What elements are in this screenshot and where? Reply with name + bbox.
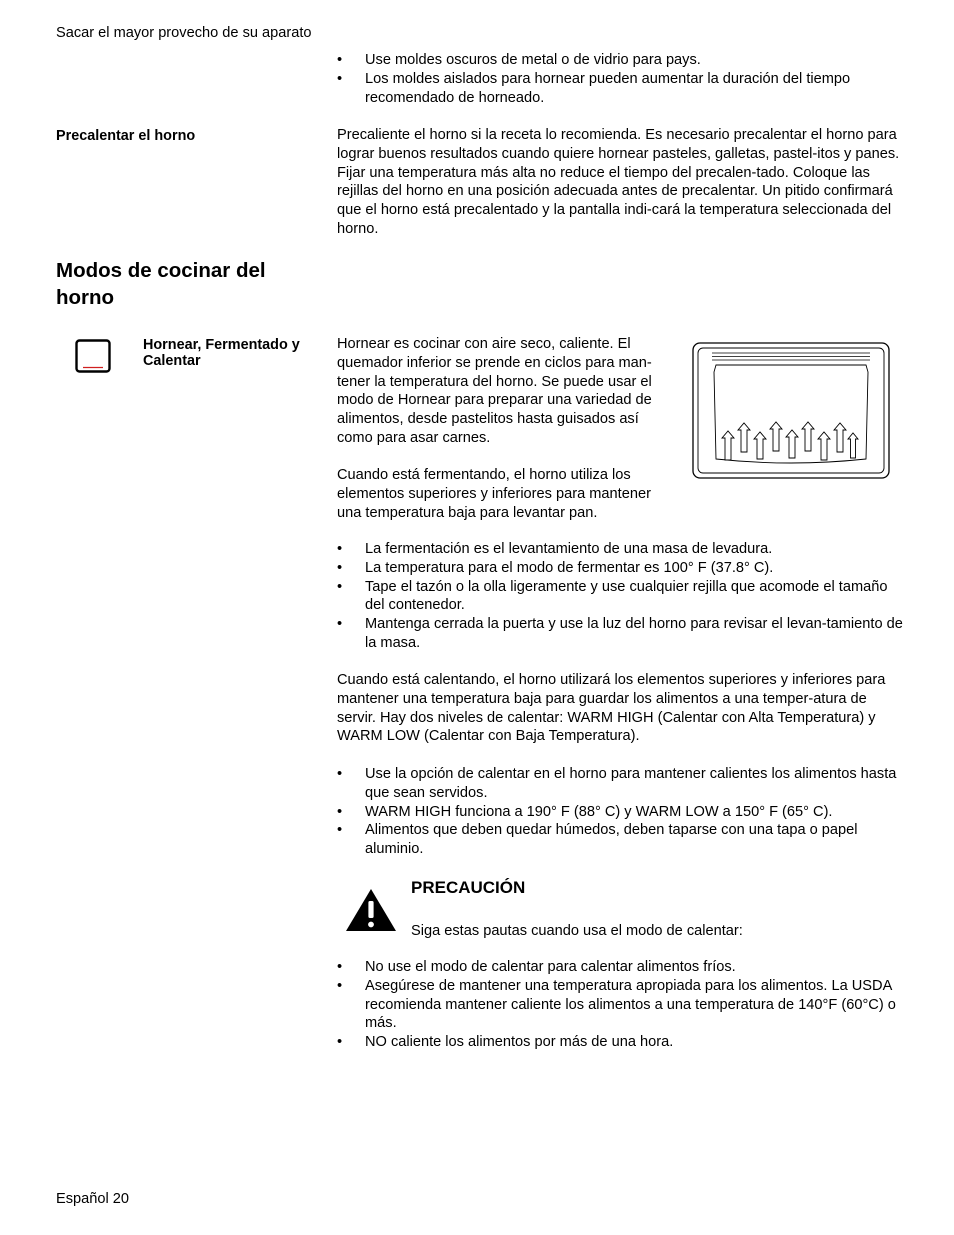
warning-triangle-icon xyxy=(344,887,398,933)
proof-bullet-list xyxy=(337,540,903,653)
list-item: • Use moldes oscuros de metal o de vidrio para pays. xyxy=(337,51,903,70)
warm-paragraph: Cuando está calentando, el horno utilizará los elementos superiores y inferiores para mantener una temperatura baja para guardar los alimentos a una temper-atura de servir. Hay dos niveles de calentar: WARM HIGH (Calentar con Alta Temperatura) y WARM LOW (Calentar con Baja Temperatura). xyxy=(337,672,886,745)
bake-mode-icon xyxy=(75,339,111,373)
list-item: • Alimentos que deben quedar húmedos, deben taparse con una tapa o papel aluminio. xyxy=(337,821,903,859)
oven-bottom-heat-diagram xyxy=(692,342,890,479)
list-item: • No use el modo de calentar para calentar alimentos fríos. xyxy=(337,958,903,977)
proof-paragraph: Cuando está fermentando, el horno utiliza los elementos superiores y inferiores para mantener una temperatura baja para levantar pan. xyxy=(337,467,651,521)
mode-heading: Hornear, Fermentado y Calentar xyxy=(143,337,300,369)
list-item: • Tape el tazón o la olla ligeramente y use cualquier rejilla que acomode el tamaño del contenedor. xyxy=(337,578,903,616)
page-footer: Español 20 xyxy=(56,1191,130,1207)
preheat-heading: Precalentar el horno xyxy=(56,128,196,144)
warm-bullet-list xyxy=(337,765,903,859)
caution-bullet-list xyxy=(337,958,903,1052)
list-item: • Asegúrese de mantener una temperatura apropiada para los alimentos. La USDA recomienda mantener caliente los alimentos a una temperatura de 140°F (60°C) o más. xyxy=(337,977,903,1033)
running-header: Sacar el mayor provecho de su aparato xyxy=(56,25,312,41)
list-item: • NO caliente los alimentos por más de una hora. xyxy=(337,1033,903,1052)
section-title: Modos de cocinar del horno xyxy=(56,259,266,309)
list-item: • WARM HIGH funciona a 190° F (88° C) y WARM LOW a 150° F (65° C). xyxy=(337,803,903,822)
caution-title: PRECAUCIÓN xyxy=(411,878,526,897)
list-item: • La temperatura para el modo de fermentar es 100° F (37.8° C). xyxy=(337,559,903,578)
list-item: • Mantenga cerrada la puerta y use la luz del horno para revisar el levan-tamiento de la masa. xyxy=(337,615,903,653)
caution-text: Siga estas pautas cuando usa el modo de calentar: xyxy=(411,923,743,939)
bake-paragraph: Hornear es cocinar con aire seco, caliente. El quemador inferior se prende en ciclos para man-tener la temperatura del horno. Se puede usar el modo de Hornear para preparar una variedad de alimentos, desde pastelitos hasta guisados así como para asar carnes. xyxy=(337,336,652,446)
preheat-paragraph: Precaliente el horno si la receta lo recomienda. Es necesario precalentar el horno para lograr buenos resultados cuando quiere hornear pasteles, galletas, pastel-itos y panes. Fijar una temperatura más alta no reduce el tiempo del precalen-tado. Coloque las rejillas del horno en una posición adecuada antes de precalentar. Un pitido confirmará que el horno está precalentado y la pantalla indi-cará la temperatura seleccionada del horno. xyxy=(337,127,900,237)
list-item: • Los moldes aislados para hornear pueden aumentar la duración del tiempo recomendado de horneado. xyxy=(337,70,903,108)
list-item: • La fermentación es el levantamiento de una masa de levadura. xyxy=(337,540,903,559)
list-item: • Use la opción de calentar en el horno para mantener calientes los alimentos hasta que sean servidos. xyxy=(337,765,903,803)
top-bullet-list xyxy=(337,51,903,107)
